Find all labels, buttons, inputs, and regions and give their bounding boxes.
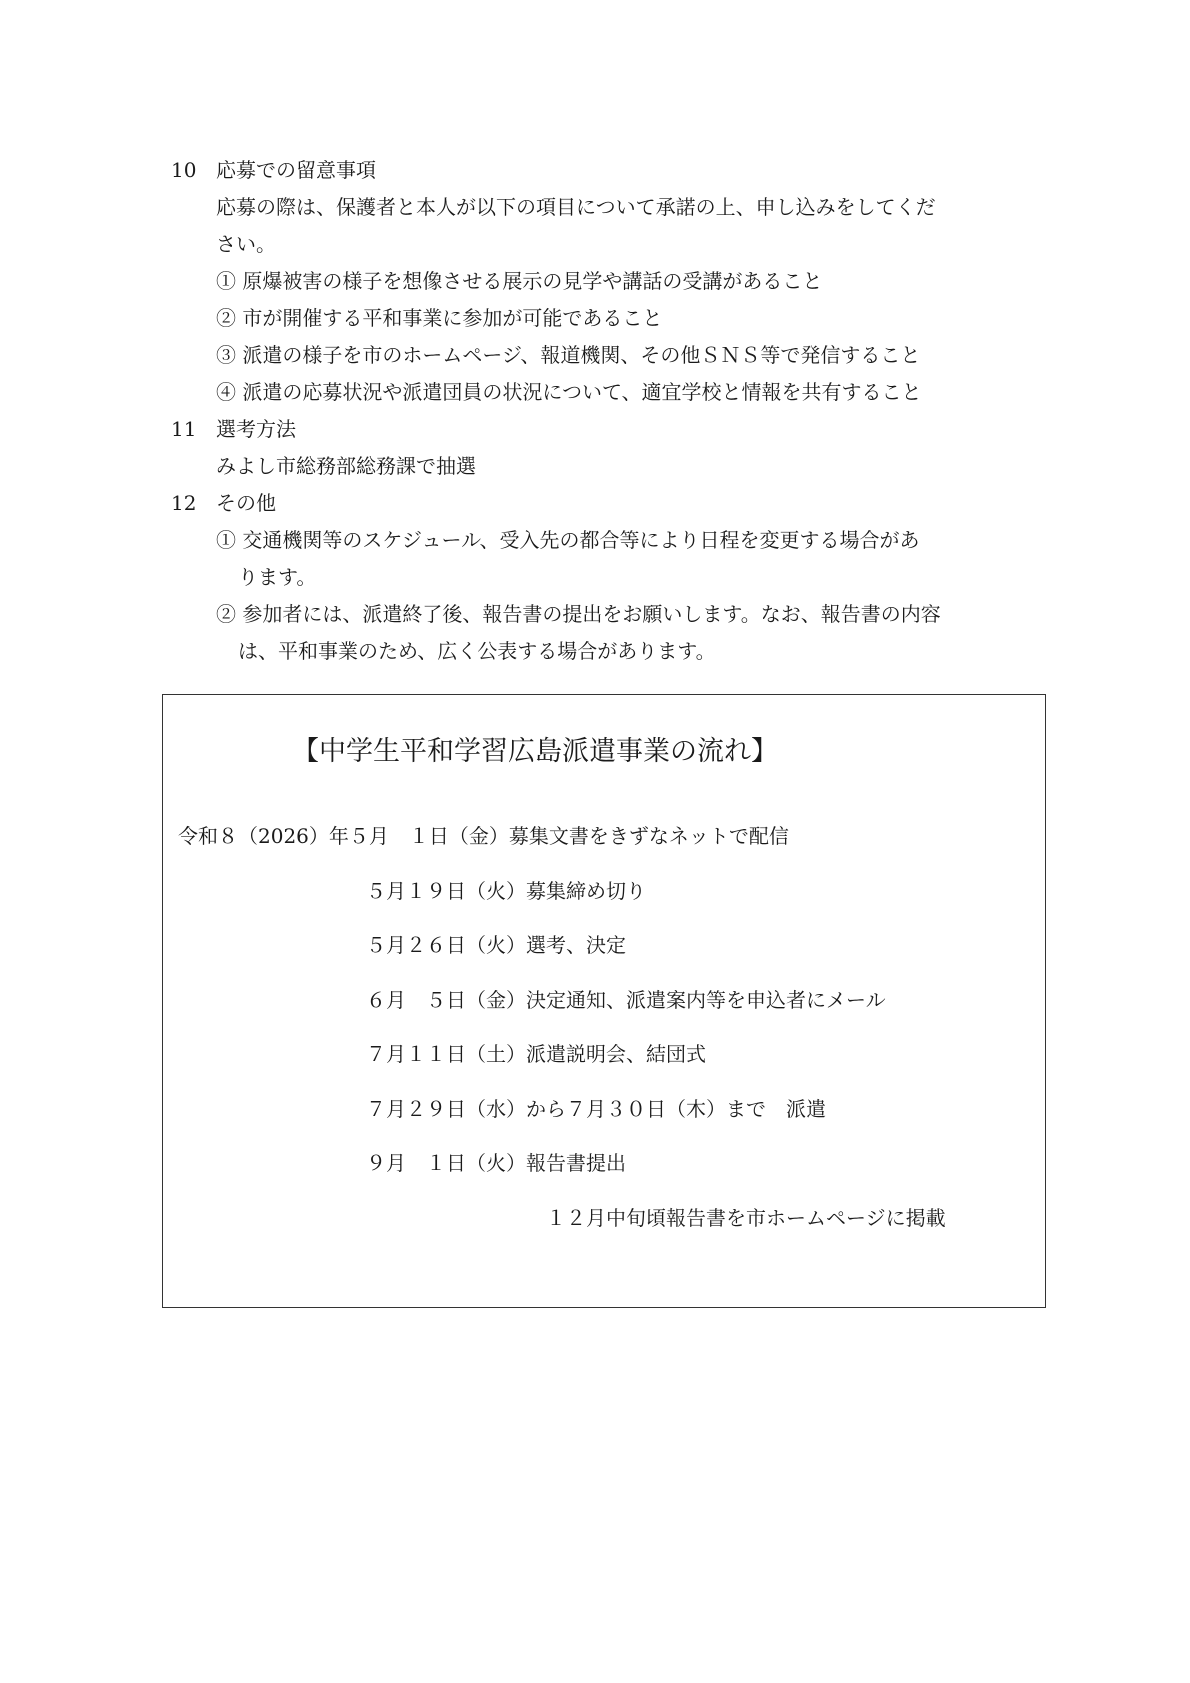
flow-entry-6: ７月２９日（水）から７月３０日（木）まで 派遣 xyxy=(366,1097,826,1121)
flow-entry-8: １２月中旬頃報告書を市ホームページに掲載 xyxy=(546,1206,946,1230)
section-10-item-3: ③ 派遣の様子を市のホームページ、報道機関、その他ＳＮＳ等で発信すること xyxy=(216,343,921,367)
section-12-number: 12 xyxy=(171,491,197,515)
section-10-intro-line-2: さい。 xyxy=(216,232,276,256)
section-10-heading: 応募での留意事項 xyxy=(216,158,376,182)
flow-entry-4: ６月 ５日（金）決定通知、派遣案内等を申込者にメール xyxy=(366,988,886,1012)
section-11-heading: 選考方法 xyxy=(216,417,296,441)
section-11-body: みよし市総務部総務課で抽選 xyxy=(216,454,476,478)
flow-entry-3: ５月２６日（火）選考、決定 xyxy=(366,933,626,957)
section-12-item-2-line-1: ② 参加者には、派遣終了後、報告書の提出をお願いします。なお、報告書の内容 xyxy=(216,602,941,626)
section-10-item-2: ② 市が開催する平和事業に参加が可能であること xyxy=(216,306,663,330)
section-10-number: 10 xyxy=(171,158,197,182)
section-12-item-1-line-2: ります。 xyxy=(238,565,317,589)
section-12-item-2-line-2: は、平和事業のため、広く公表する場合があります。 xyxy=(238,639,716,663)
section-10-item-4: ④ 派遣の応募状況や派遣団員の状況について、適宜学校と情報を共有すること xyxy=(216,380,922,404)
flow-entry-5: ７月１１日（土）派遣説明会、結団式 xyxy=(366,1042,706,1066)
section-10-item-1: ① 原爆被害の様子を想像させる展示の見学や講話の受講があること xyxy=(216,269,823,293)
flow-title: 【中学生平和学習広島派遣事業の流れ】 xyxy=(292,736,778,767)
flow-entry-1: 令和８（2026）年５月 １日（金）募集文書をきずなネットで配信 xyxy=(178,824,789,848)
flow-entry-7: ９月 １日（火）報告書提出 xyxy=(366,1151,626,1175)
section-12-heading: その他 xyxy=(216,491,276,515)
section-10-intro-line-1: 応募の際は、保護者と本人が以下の項目について承諾の上、申し込みをしてくだ xyxy=(216,195,936,219)
section-11-number: 11 xyxy=(171,417,197,441)
section-12-item-1-line-1: ① 交通機関等のスケジュール、受入先の都合等により日程を変更する場合があ xyxy=(216,528,920,552)
flow-entry-2: ５月１９日（火）募集締め切り xyxy=(366,879,646,903)
